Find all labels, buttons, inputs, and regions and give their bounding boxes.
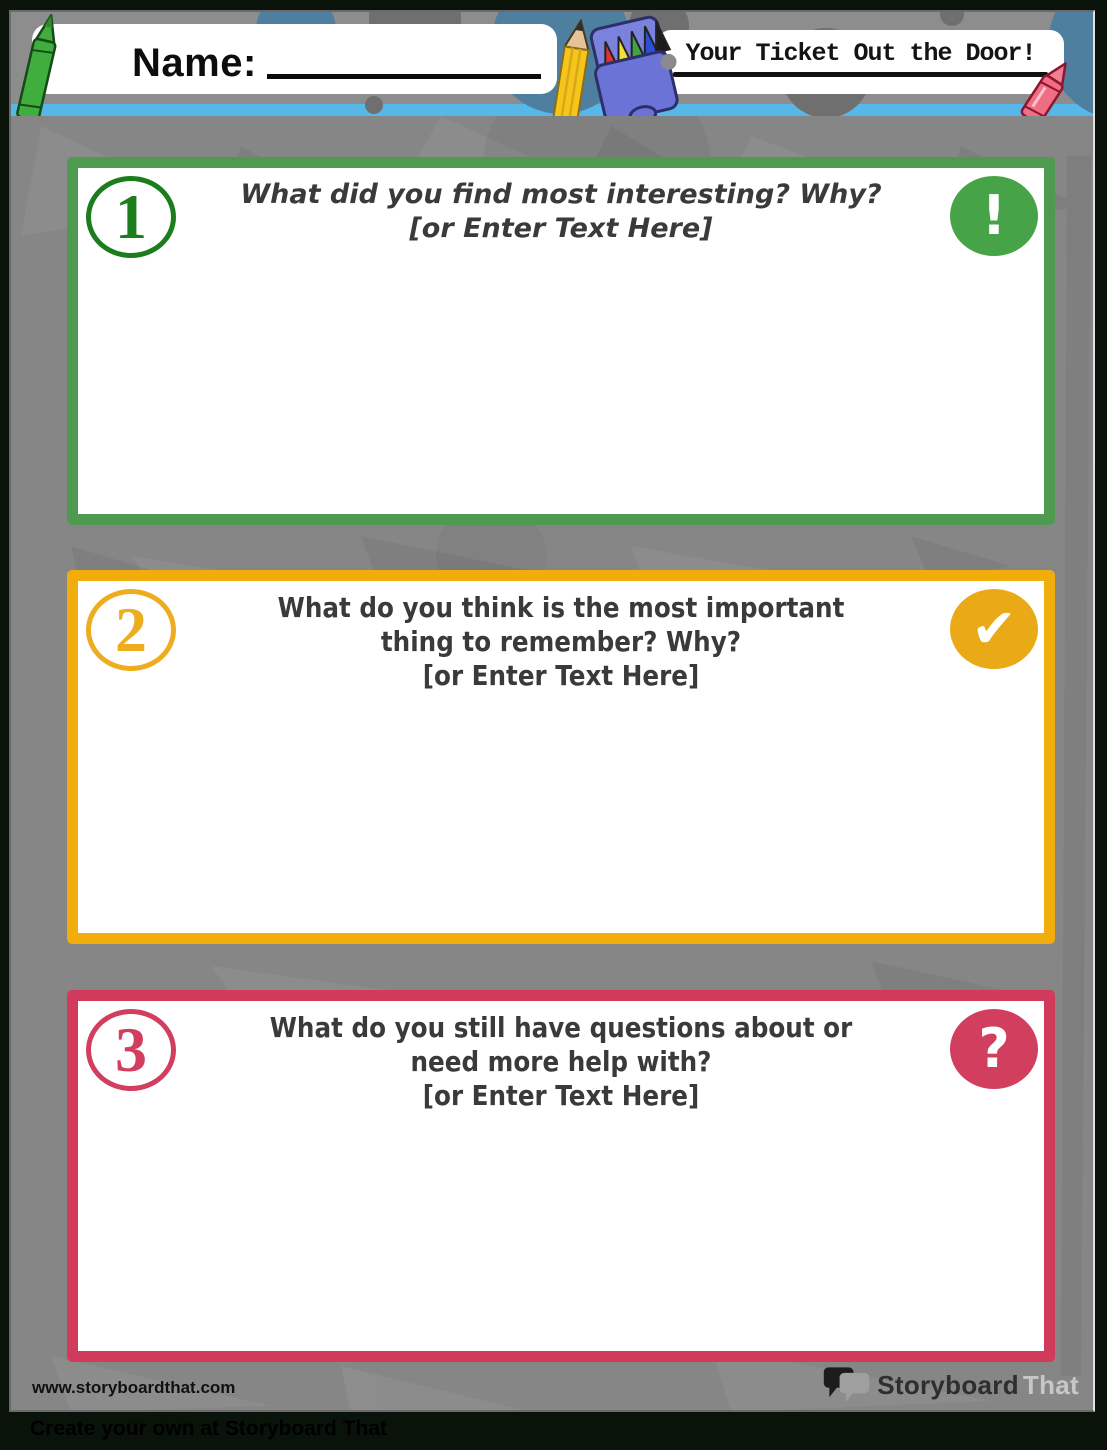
title-underline <box>673 72 1048 77</box>
question-line[interactable]: [or Enter Text Here] <box>409 213 713 244</box>
question-line[interactable]: What do you still have questions about or <box>269 1011 853 1044</box>
storyboardthat-logo <box>821 1364 1079 1406</box>
name-label: Name: <box>132 41 257 85</box>
question-line[interactable]: What do you think is the most important <box>277 591 845 624</box>
question-line[interactable]: need more help with? <box>410 1045 712 1078</box>
question-line[interactable]: [or Enter Text Here] <box>422 1079 700 1112</box>
logo-text-that: That <box>1022 1369 1079 1400</box>
decor-circle <box>365 96 383 114</box>
page-title: Your Ticket Out the Door! <box>685 39 1036 68</box>
name-field[interactable] <box>32 24 557 94</box>
card-question-text[interactable] <box>136 1001 986 1113</box>
name-input-line[interactable] <box>267 74 541 79</box>
create-your-own-tagline: Create your own at Storyboard That <box>30 1417 388 1440</box>
speech-bubbles-icon <box>821 1364 873 1406</box>
logo-text-storyboard: Storyboard <box>877 1369 1019 1400</box>
question-card-2[interactable] <box>67 570 1055 944</box>
question-line[interactable]: What did you find most interesting? Why? <box>240 179 882 210</box>
question-card-1[interactable] <box>67 157 1055 525</box>
worksheet-title-box[interactable] <box>657 30 1064 94</box>
header <box>11 12 1093 116</box>
question-card-3[interactable] <box>67 990 1055 1362</box>
question-icon[interactable]: ? <box>950 1009 1038 1089</box>
worksheet-page <box>9 10 1095 1412</box>
exclamation-icon[interactable]: ! <box>950 176 1038 256</box>
card-number-badge[interactable]: 1 <box>86 176 176 258</box>
card-question-text[interactable] <box>78 168 1044 246</box>
card-number-badge[interactable]: 3 <box>86 1009 176 1091</box>
check-icon[interactable]: ✔ <box>950 589 1038 669</box>
card-question-text[interactable] <box>136 581 986 693</box>
question-line[interactable]: [or Enter Text Here] <box>422 659 700 692</box>
website-url: www.storyboardthat.com <box>32 1378 236 1397</box>
decor-circle <box>940 12 964 26</box>
card-number-badge[interactable]: 2 <box>86 589 176 671</box>
question-line[interactable]: thing to remember? Why? <box>380 625 742 658</box>
